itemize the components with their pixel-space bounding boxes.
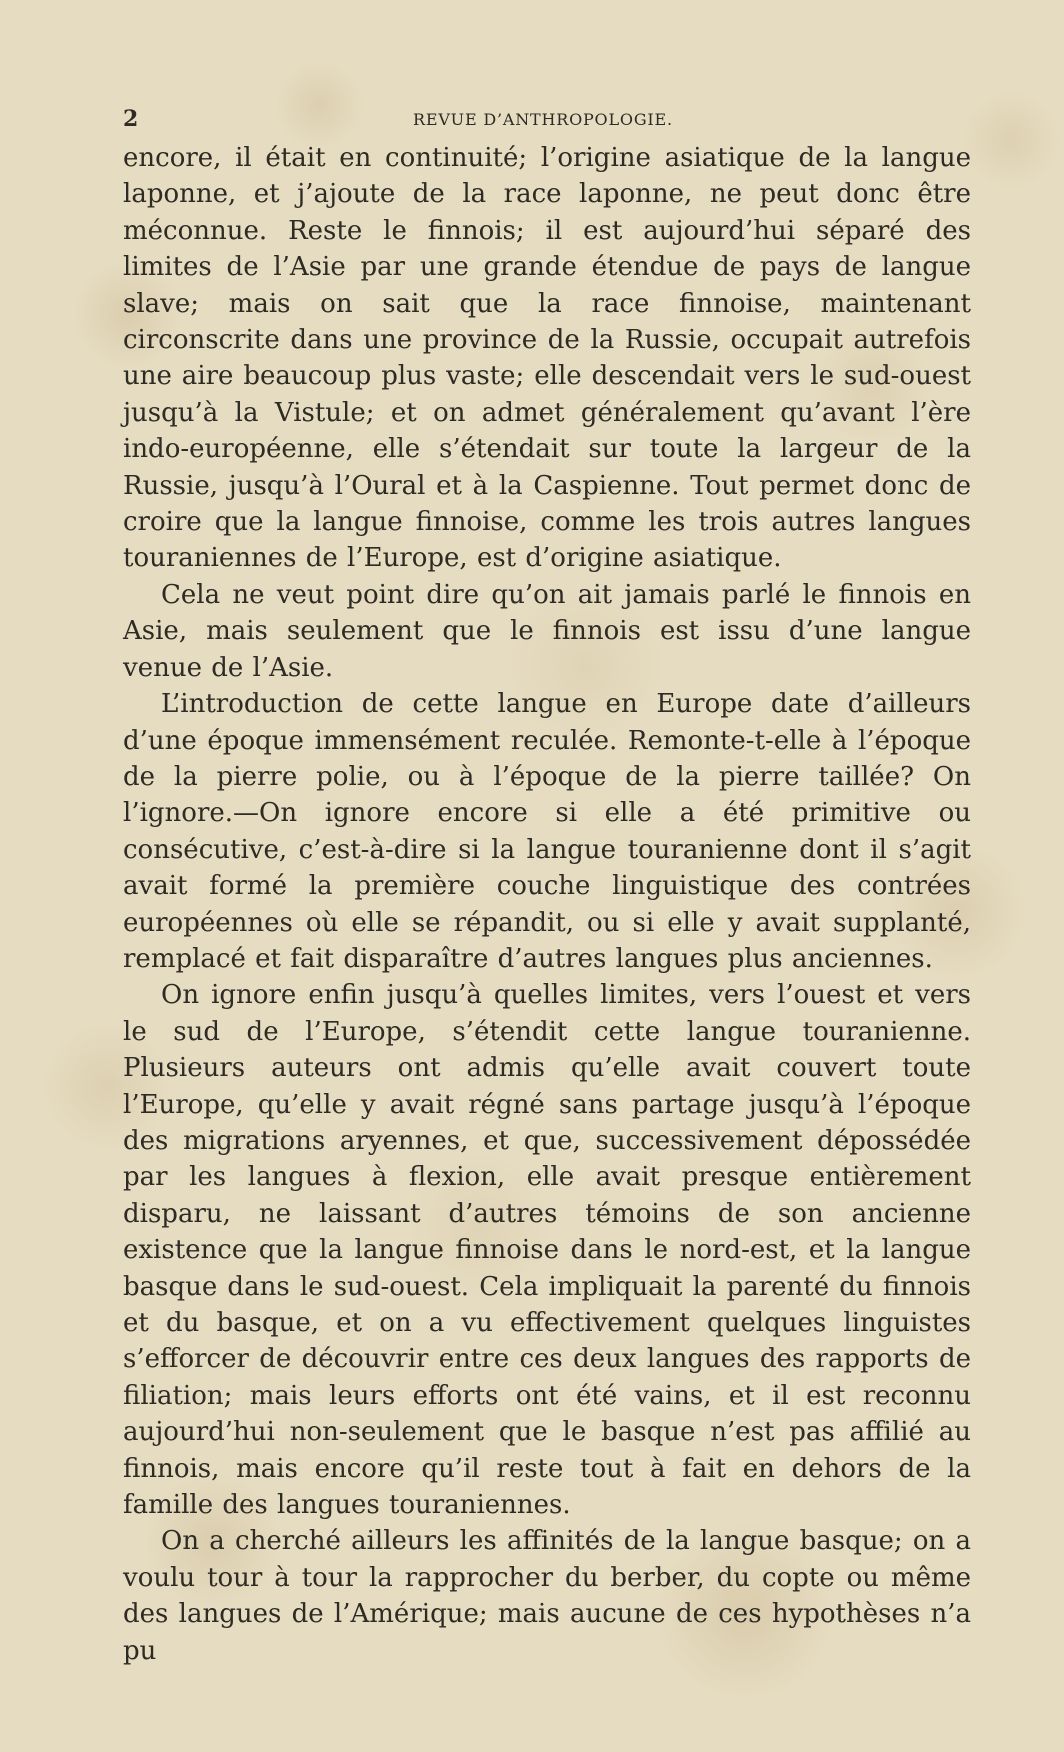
paragraph: On a cherché ailleurs les affinités de la langue basque; on a voulu tour à tour la rapprocher du berber, du copte ou même des langues de l’Amérique; mais aucune de ces hypothèses n’a pu (123, 1526, 971, 1666)
body-text (123, 140, 971, 1669)
journal-title: REVUE D’ANTHROPOLOGIE. (413, 110, 673, 129)
book-page (123, 96, 971, 1669)
paragraph: On ignore enfin jusqu’à quelles limites, vers l’ouest et vers le sud de l’Europe, s’étendit cette langue touranienne. Plusieurs auteurs ont admis qu’elle avait couvert toute l’Europe, qu’elle y avait régné sans partage jusqu’à l’époque des migrations aryennes, et que, successivement dépossédée par les langues à flexion, elle avait presque entièrement disparu, ne laissant d’autres témoins de son ancienne existence que la langue finnoise dans le nord-est, et la langue basque dans le sud-ouest. Cela impliquait la parenté du finnois et du basque, et on a vu effectivement quelques linguistes s’efforcer de découvrir entre ces deux langues des rapports de filiation; mais leurs efforts ont été vains, et il est reconnu aujourd’hui non-seulement que le basque n’est pas affilié au finnois, mais encore qu’il reste tout à fait en dehors de la famille des langues touraniennes. (123, 980, 971, 1521)
paragraph: Cela ne veut point dire qu’on ait jamais parlé le finnois en Asie, mais seulement que le finnois est issu d’une langue venue de l’Asie. (123, 579, 971, 683)
running-head (123, 96, 971, 140)
page-number: 2 (123, 106, 139, 132)
paragraph: L’introduction de cette langue en Europe date d’ailleurs d’une époque immensément reculée. Remonte-t-elle à l’époque de la pierre polie, ou à l’époque de la pierre taillée? On l’ignore.—On ignore encore si elle a été primitive ou consécutive, c’est-à-dire si la langue touranienne dont il s’agit avait formé la première couche linguistique des contrées européennes où elle se répandit, ou si elle y avait supplanté, remplacé et fait disparaître d’autres langues plus anciennes. (123, 689, 971, 974)
paragraph-continuation: encore, il était en continuité; l’origine asiatique de la langue laponne, et j’ajoute de la race laponne, ne peut donc être méconnue. Reste le finnois; il est aujourd’hui séparé des limites de l’Asie par une grande étendue de pays de langue slave; mais on sait que la race finnoise, maintenant circonscrite dans une province de la Russie, occupait autrefois une aire beaucoup plus vaste; elle descendait vers le sud-ouest jusqu’à la Vistule; et on admet généralement qu’avant l’ère indo-européenne, elle s’étendait sur toute la largeur de la Russie, jusqu’à l’Oural et à la Caspienne. Tout permet donc de croire que la langue finnoise, comme les trois autres langues touraniennes de l’Europe, est d’origine asiatique. (123, 143, 971, 574)
